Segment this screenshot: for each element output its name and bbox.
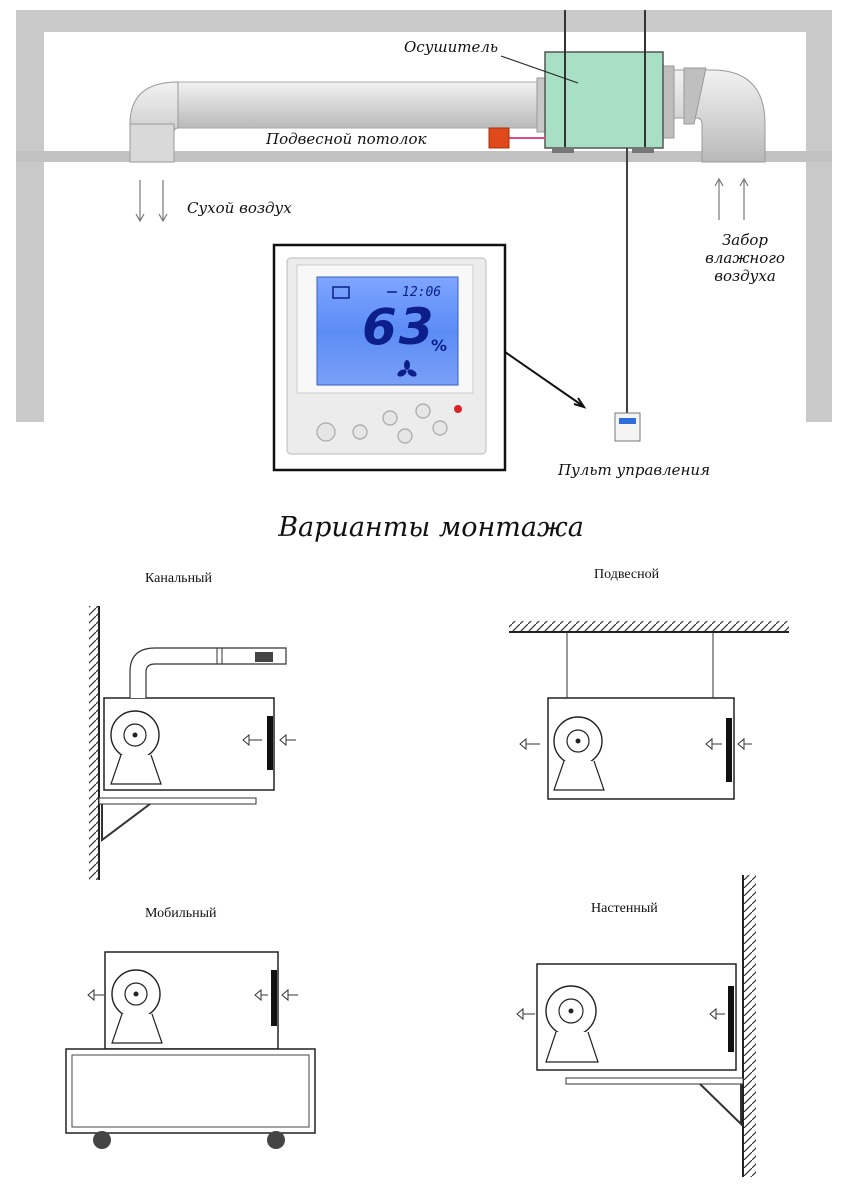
lcd-humidity-value: 63 bbox=[362, 298, 436, 356]
dry-air-label: Сухой воздух bbox=[187, 199, 292, 217]
humid-air-label-line2: влажного bbox=[705, 249, 785, 267]
remote-control-device bbox=[615, 413, 640, 441]
ceiling-label: Подвесной потолок bbox=[266, 130, 427, 148]
mount-suspended-caption: Подвесной bbox=[594, 567, 660, 582]
humid-air-arrows bbox=[715, 179, 748, 220]
mount-suspended-drawing bbox=[509, 621, 789, 799]
mount-wall-caption: Настенный bbox=[591, 901, 658, 916]
power-led bbox=[454, 405, 462, 413]
lcd-humidity-unit: % bbox=[431, 336, 448, 355]
dry-air-arrows bbox=[136, 180, 167, 221]
mount-mobile-caption: Мобильный bbox=[145, 906, 217, 921]
zoom-pointer bbox=[505, 352, 583, 406]
humid-air-label bbox=[690, 231, 800, 285]
ductwork bbox=[130, 66, 765, 162]
remote-label: Пульт управления bbox=[558, 461, 711, 479]
dehumidifier-label: Осушитель bbox=[404, 38, 499, 56]
humid-air-label-line3: воздуха bbox=[714, 267, 776, 285]
controller-zoom-frame bbox=[274, 245, 505, 470]
mount-duct-caption: Канальный bbox=[145, 571, 212, 586]
section-title: Варианты монтажа bbox=[278, 512, 584, 543]
mount-duct-drawing bbox=[89, 606, 296, 880]
mount-wall-drawing bbox=[517, 875, 756, 1177]
lcd-time: 12:06 bbox=[402, 285, 442, 300]
mount-mobile-drawing bbox=[66, 952, 315, 1149]
humid-air-label-line1: Забор bbox=[721, 231, 769, 249]
